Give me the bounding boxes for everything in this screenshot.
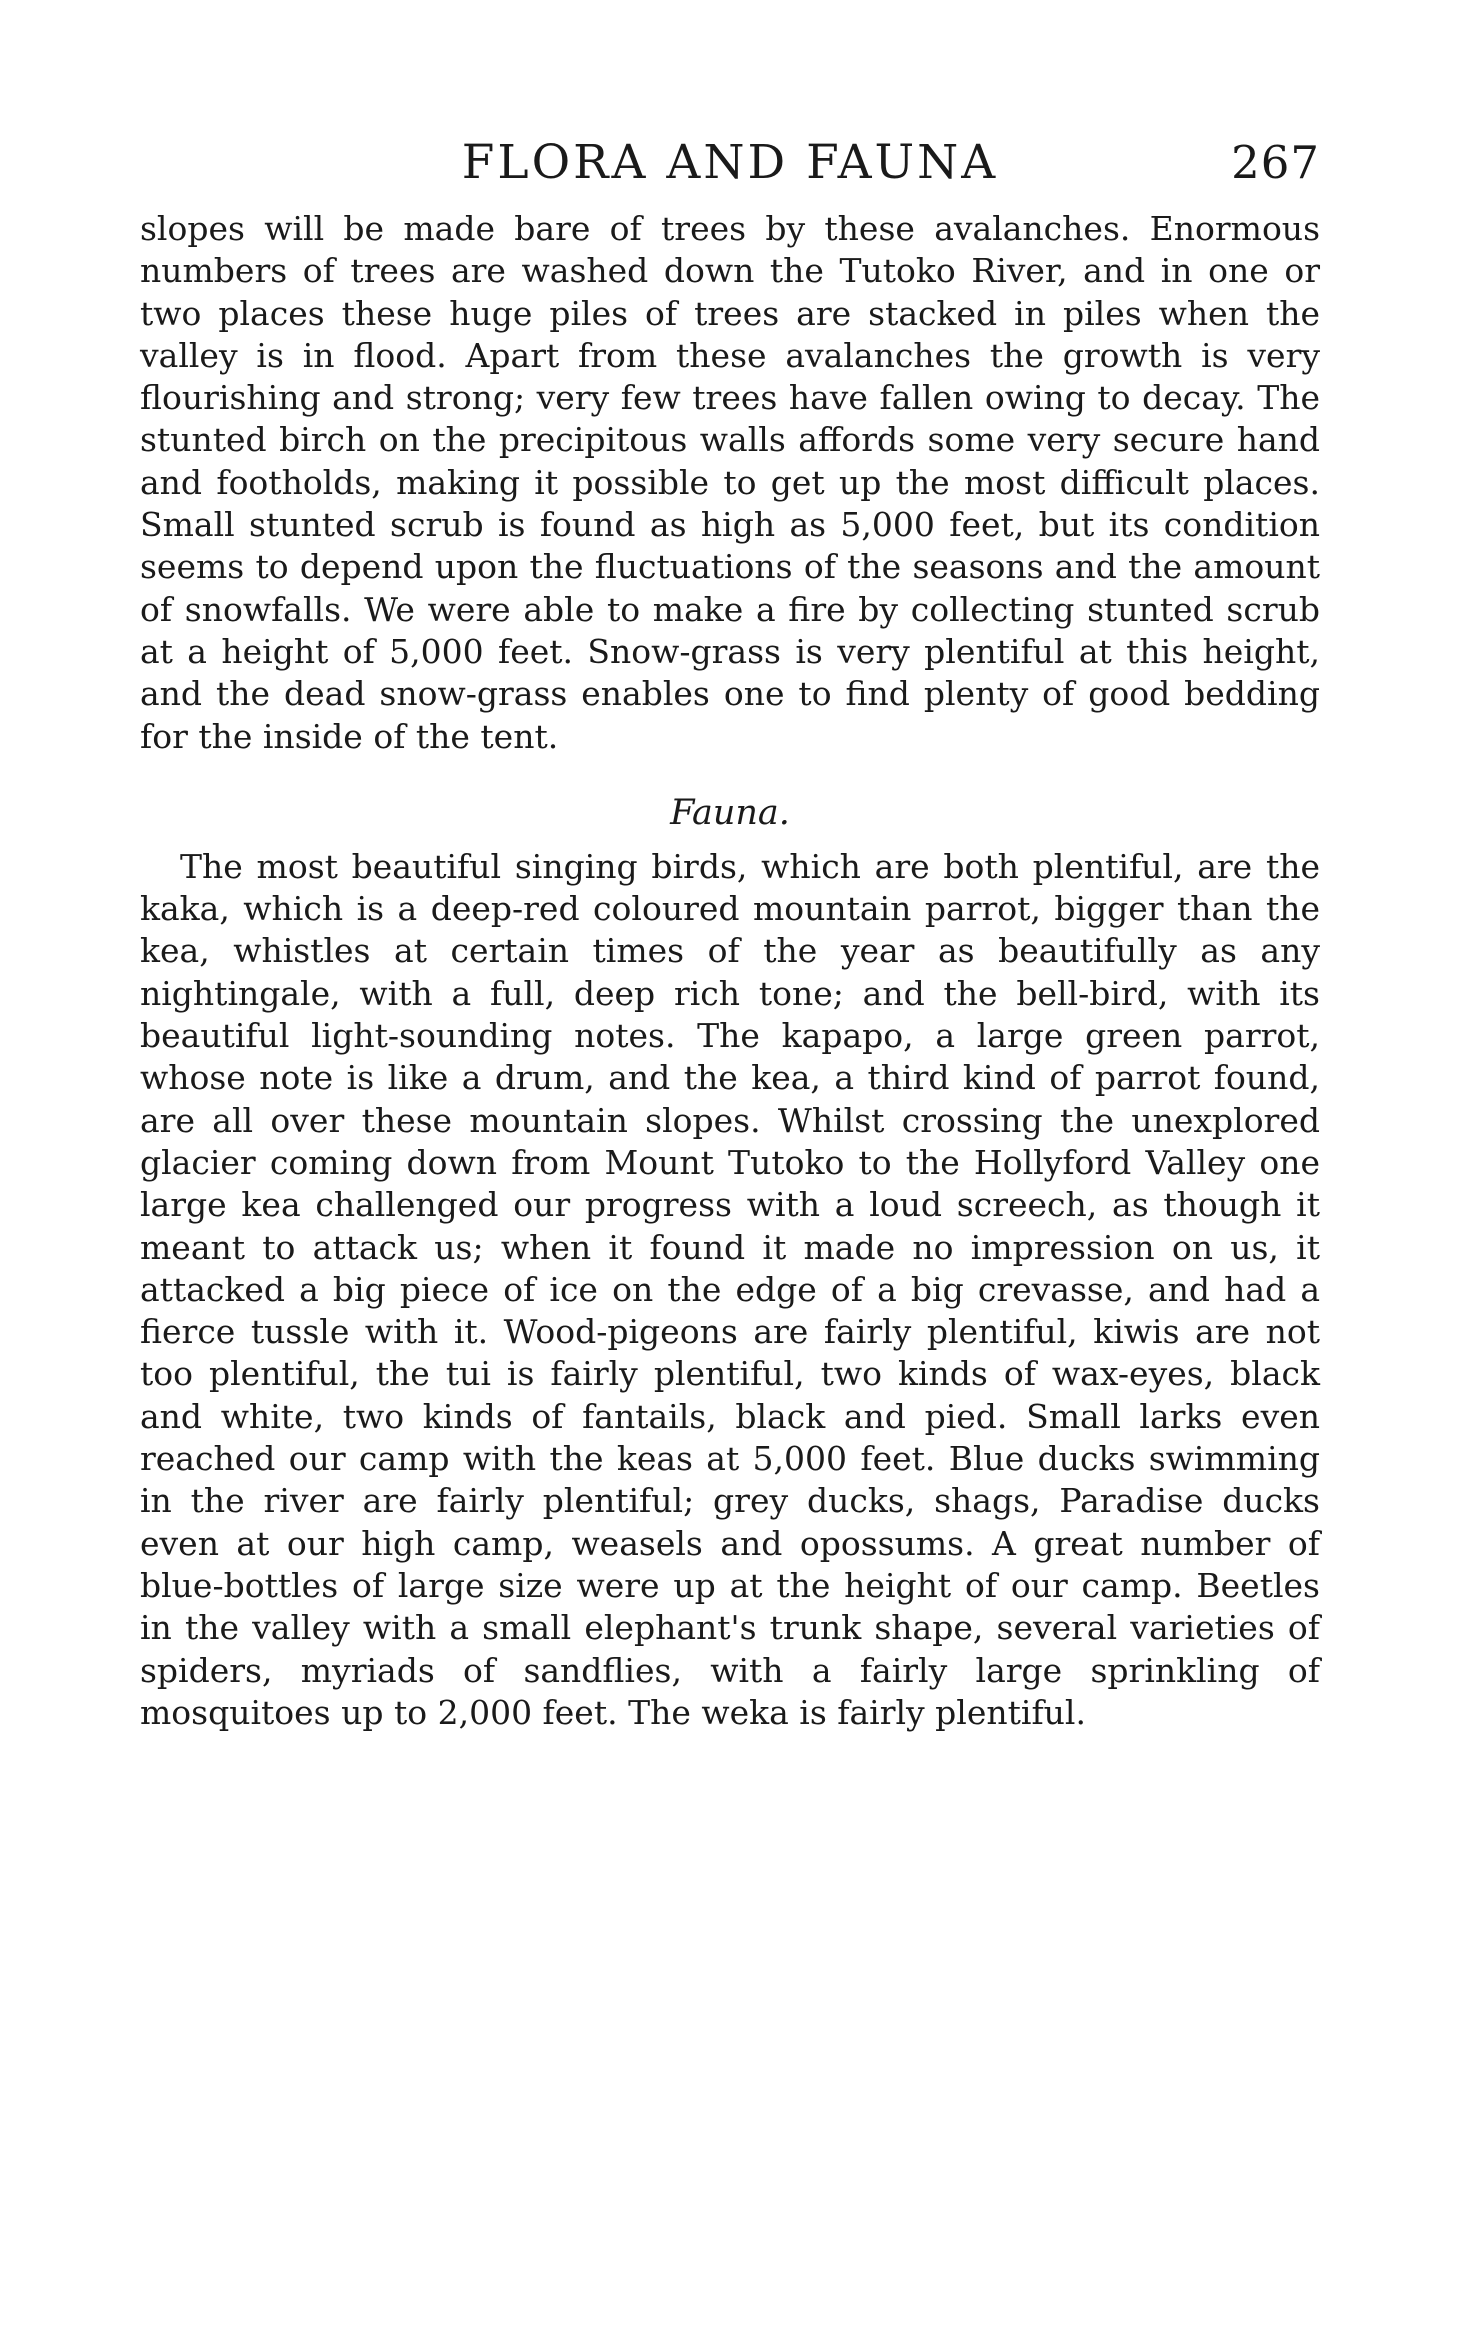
body-paragraph-fauna: The most beautiful singing birds, which are both plentiful, are the kaka, which is a deep-red coloured mountain parrot, bigger than the kea, whistles at certain times of the year as beautifully as any nightingale, with a full, deep rich tone; and the bell-bird, with its beautiful light-sounding notes. The kapapo, a large green parrot, whose note is like a drum, and the kea, a third kind of parrot found, are all over these mountain slopes. Whilst crossing the unexplored glacier coming down from Mount Tutoko to the Hollyford Valley one large kea challenged our progress with a loud screech, as though it meant to attack us; when it found it made no impression on us, it attacked a big piece of ice on the edge of a big crevasse, and had a fierce tussle with it. Wood-pigeons are fairly plentiful, kiwis are not too plentiful, the tui is fairly plentiful, two kinds of wax-eyes, black and white, two kinds of fantails, black and pied. Small larks even reached our camp with the keas at 5,000 feet. Blue ducks swimming in the river are fairly plentiful; grey ducks, shags, Paradise ducks even at our high camp, weasels and opossums. A great number of blue-bottles of large size were up at the height of our camp. Beetles in the valley with a small elephant's trunk shape, several varieties of spiders, myriads of sandflies, with a fairly large sprinkling of mosquitoes up to 2,000 feet. The weka is fairly plentiful. bbox=[140, 846, 1320, 1732]
page-number: 267 bbox=[1231, 136, 1320, 189]
section-heading-fauna: Fauna. bbox=[670, 792, 790, 833]
running-head bbox=[140, 128, 1320, 198]
running-title: FLORA AND FAUNA bbox=[461, 135, 999, 190]
book-page bbox=[140, 128, 1320, 1734]
body-paragraph-flora: slopes will be made bare of trees by these avalanches. Enormous numbers of trees are washed down the Tutoko River, and in one or two places these huge piles of trees are stacked in piles when the valley is in flood. Apart from these avalanches the growth is very flourishing and strong; very few trees have fallen owing to decay. The stunted birch on the precipitous walls affords some very secure hand and footholds, making it possible to get up the most difficult places. Small stunted scrub is found as high as 5,000 feet, but its condition seems to depend upon the fluctuations of the seasons and the amount of snowfalls. We were able to make a fire by collecting stunted scrub at a height of 5,000 feet. Snow-grass is very plentiful at this height, and the dead snow-grass enables one to find plenty of good bedding for the inside of the tent. bbox=[140, 209, 1320, 756]
